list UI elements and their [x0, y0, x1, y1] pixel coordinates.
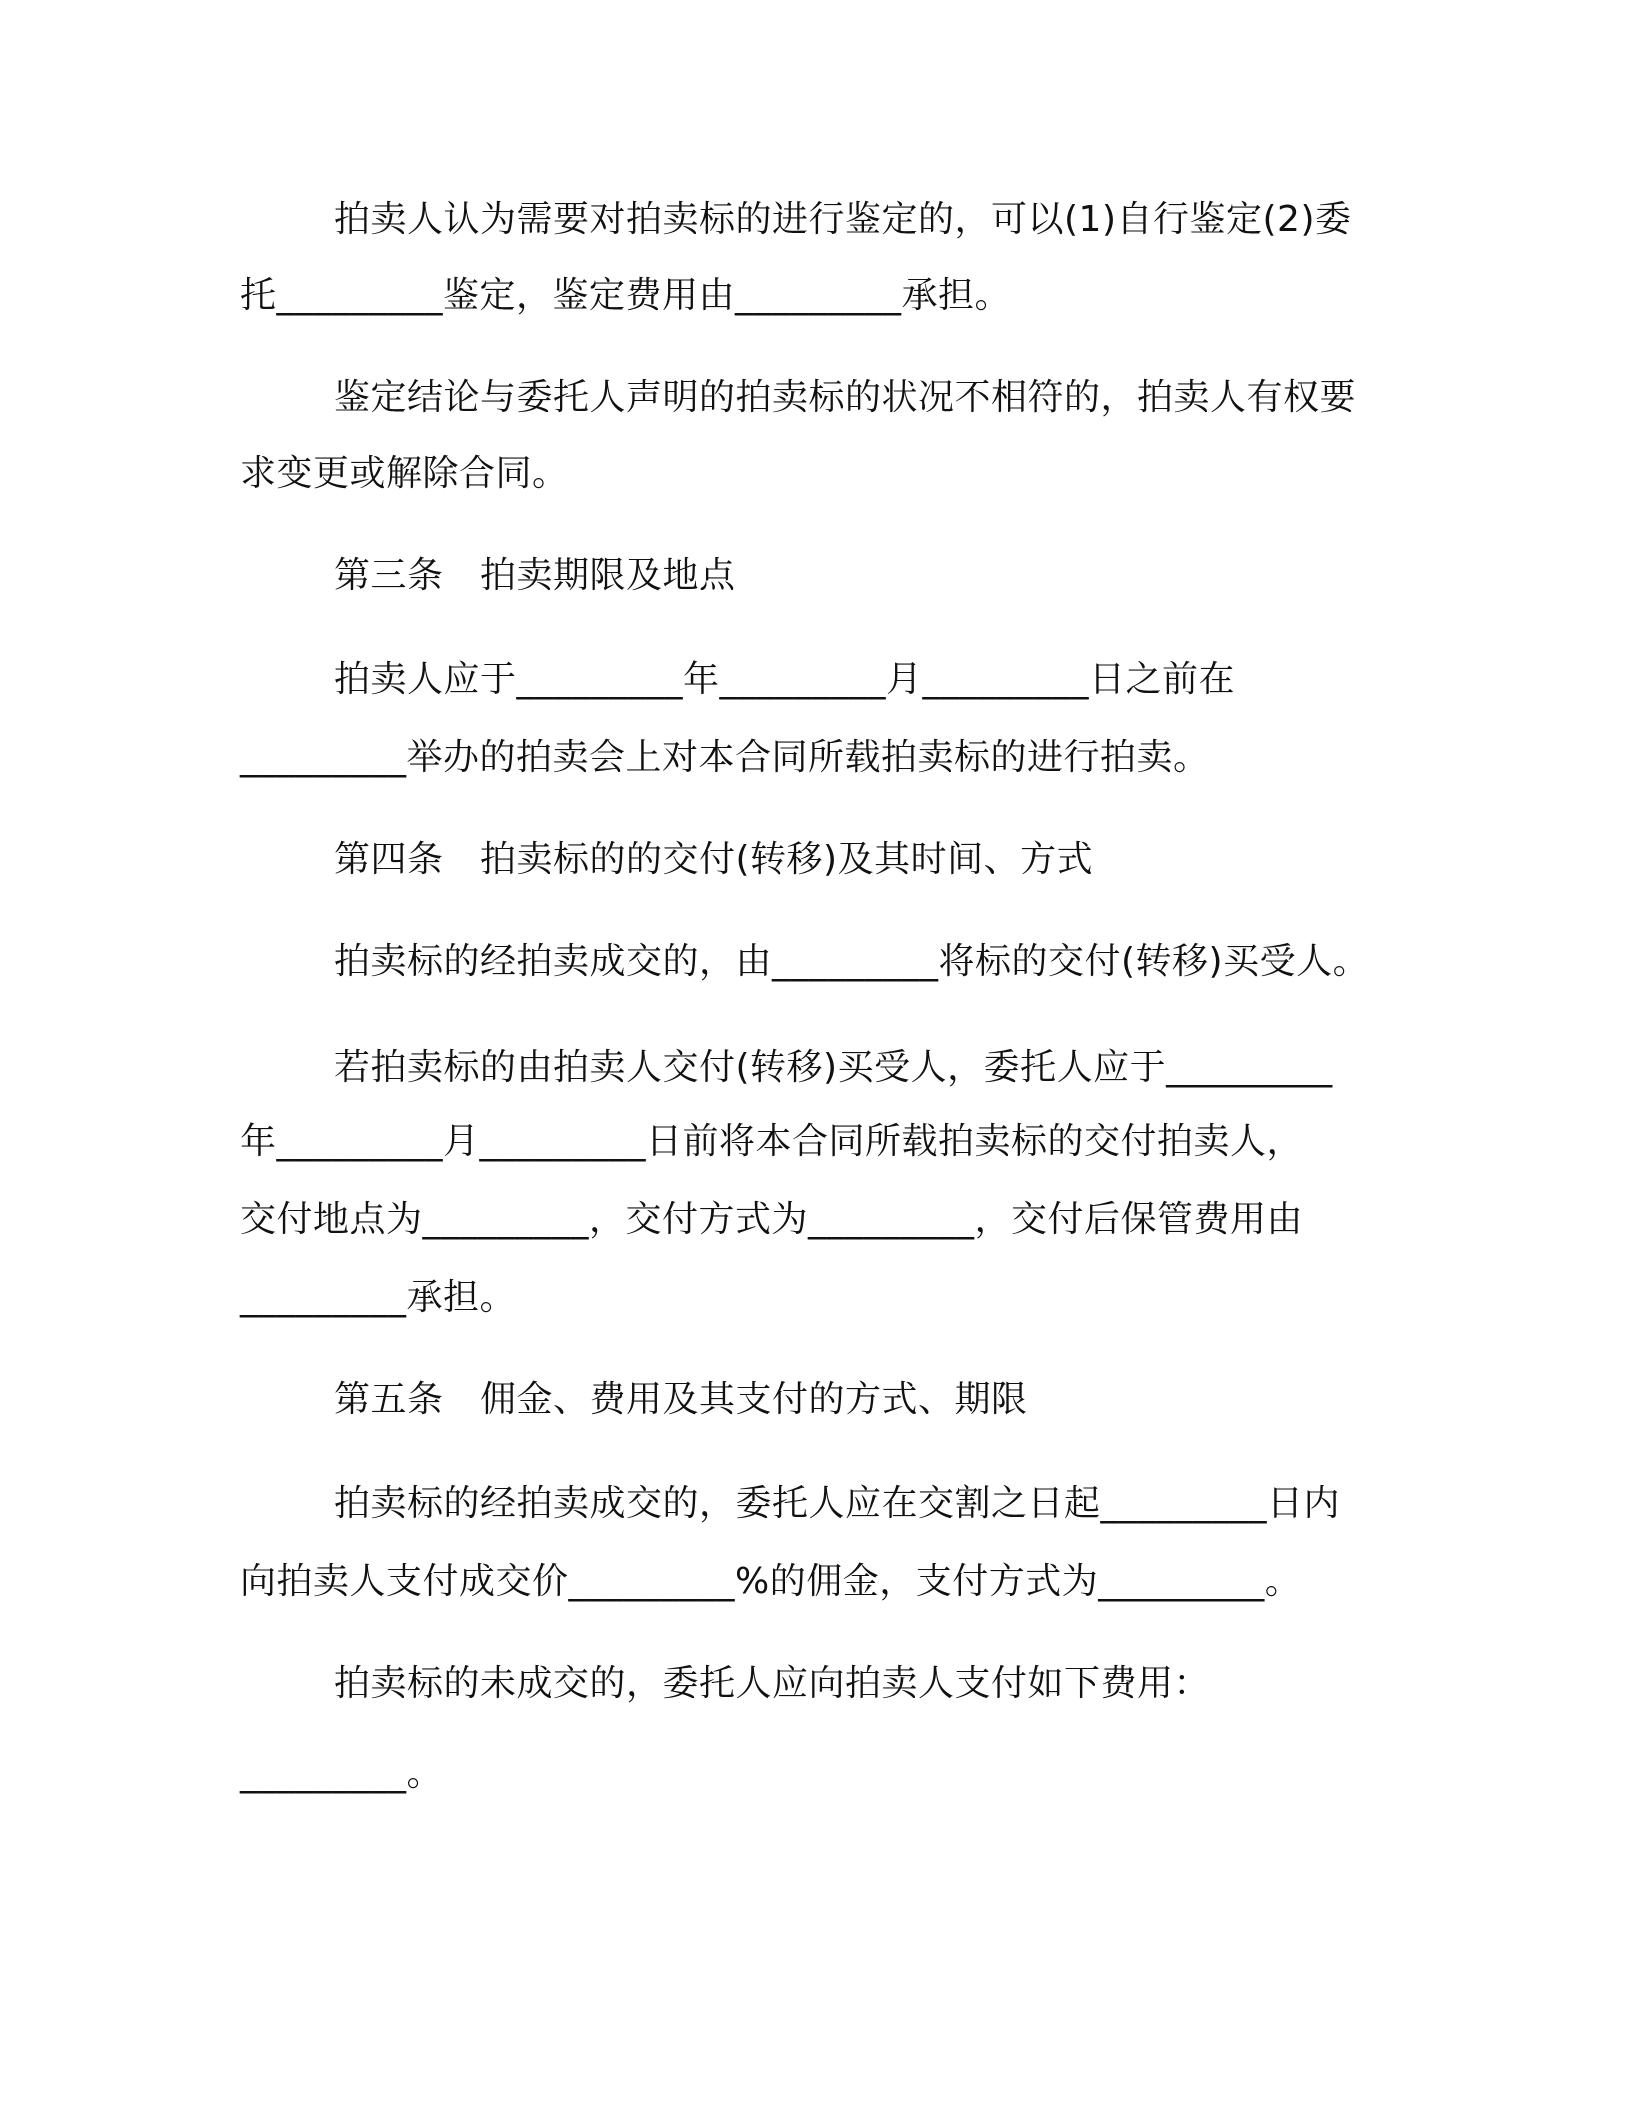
paragraph-line: 鉴定结论与委托人声明的拍卖标的状况不相符的，拍卖人有权要	[334, 377, 1357, 418]
paragraph-line: 求变更或解除合同。	[240, 453, 569, 494]
paragraph-line: 拍卖人应于_________年_________月_________日之前在	[334, 659, 1236, 700]
paragraph-line: _________举办的拍卖会上对本合同所载拍卖标的进行拍卖。	[240, 737, 1210, 778]
paragraph-line: 向拍卖人支付成交价_________%的佣金，支付方式为_________。	[240, 1561, 1302, 1602]
section-heading-article-4: 第四条 拍卖标的的交付(转移)及其时间、方式	[334, 839, 1094, 880]
paragraph-line: _________承担。	[240, 1277, 517, 1318]
paragraph-line: 若拍卖标的由拍卖人交付(转移)买受人，委托人应于_________	[334, 1047, 1333, 1088]
paragraph-line: 交付地点为_________，交付方式为_________，交付后保管费用由	[240, 1199, 1304, 1240]
paragraph-line: _________。	[240, 1753, 444, 1794]
paragraph-line: 托_________鉴定，鉴定费用由_________承担。	[240, 275, 1012, 316]
section-heading-article-3: 第三条 拍卖期限及地点	[334, 555, 736, 596]
paragraph-line: 年_________月_________日前将本合同所载拍卖标的交付拍卖人，	[240, 1121, 1304, 1162]
paragraph-line: 拍卖标的未成交的，委托人应向拍卖人支付如下费用：	[334, 1663, 1211, 1704]
paragraph-line: 拍卖标的经拍卖成交的，委托人应在交割之日起_________日内	[334, 1483, 1341, 1524]
paragraph-line: 拍卖标的经拍卖成交的，由_________将标的交付(转移)买受人。	[334, 941, 1370, 982]
section-heading-article-5: 第五条 佣金、费用及其支付的方式、期限	[334, 1379, 1028, 1420]
paragraph-line: 拍卖人认为需要对拍卖标的进行鉴定的，可以(1)自行鉴定(2)委	[334, 199, 1352, 240]
